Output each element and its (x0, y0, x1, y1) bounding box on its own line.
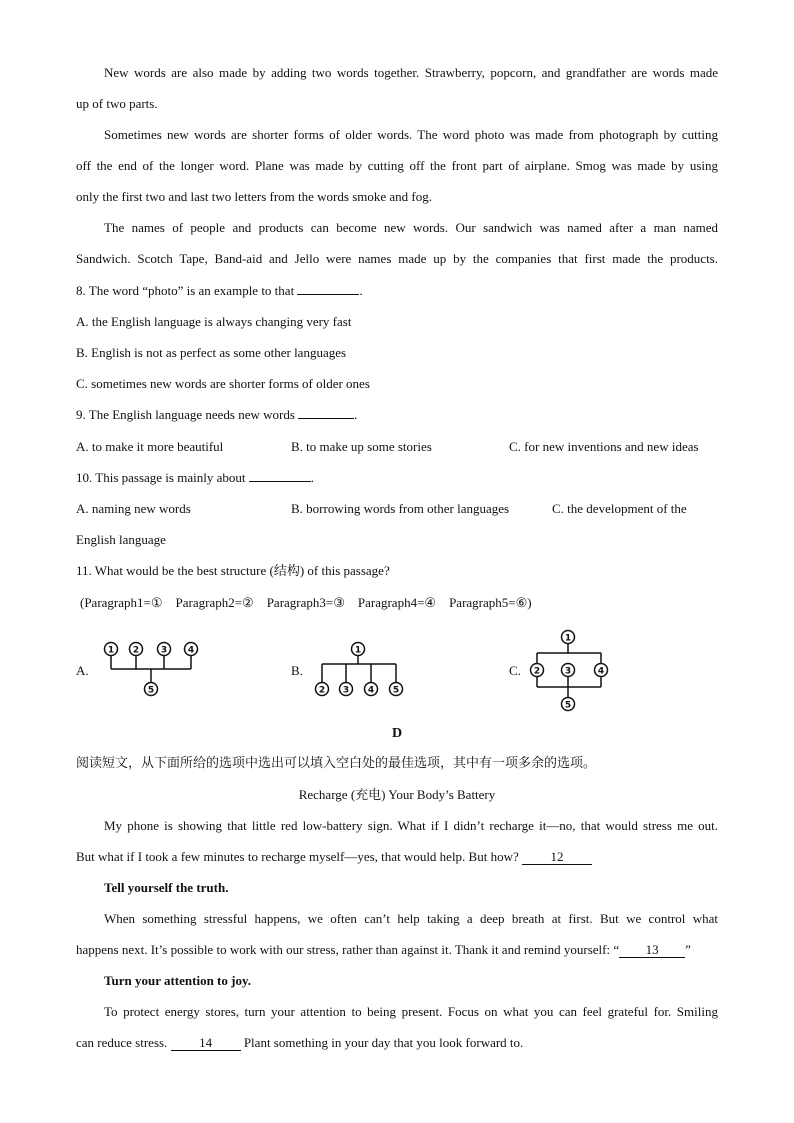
passage-d-heading-truth: Tell yourself the truth. (104, 880, 229, 895)
question-10-option-c-cont: English language (76, 532, 166, 547)
svg-text:4: 4 (597, 666, 605, 677)
svg-text:1: 1 (107, 645, 115, 656)
svg-text:2: 2 (132, 645, 140, 656)
svg-text:5: 5 (392, 685, 400, 696)
question-8-option-c: C. sometimes new words are shorter forms of older ones (76, 376, 370, 391)
svg-text:2: 2 (318, 685, 326, 696)
passage-d-p1-line1: My phone is showing that little red low-battery sign. What if I didn’t recharge it—no, that would stress me out. (104, 818, 718, 833)
question-11-stem: 11. What would be the best structure (结构) of this passage? (76, 563, 390, 578)
diagram-b-label: B. (291, 663, 303, 678)
svg-text:3: 3 (564, 666, 572, 677)
section-d-heading: D (391, 726, 403, 741)
question-8-blank[interactable] (297, 294, 359, 295)
passage-d-p2-line1: When something stressful happens, we often can’t help taking a deep breath at first. But we control what (104, 911, 718, 926)
blank-13[interactable]: 13 (619, 943, 685, 958)
svg-text:4: 4 (187, 645, 195, 656)
question-8-option-a: A. the English language is always changing very fast (76, 314, 352, 329)
passage-d-p3-line2-b: Plant something in your day that you look forward to. (243, 1035, 524, 1050)
question-9-option-a: A. to make it more beautiful (76, 439, 224, 454)
passage-d-p3-line2-a: can reduce stress. (76, 1035, 168, 1050)
question-10-option-c: C. the development of the (552, 501, 687, 516)
passage-d-p3-line2 (76, 1035, 718, 1051)
question-10-option-a: A. naming new words (76, 501, 191, 516)
svg-text:1: 1 (564, 633, 572, 644)
passage-c-p2-line3: only the first two and last two letters from the words smoke and fog. (76, 189, 432, 204)
svg-text:3: 3 (160, 645, 168, 656)
blank-14[interactable]: 14 (171, 1036, 241, 1051)
svg-text:3: 3 (342, 685, 350, 696)
blank-12[interactable]: 12 (522, 850, 592, 865)
question-9-stem: 9. The English language needs new words (76, 407, 295, 422)
diagram-a-label: A. (76, 663, 89, 678)
passage-c-p1-line1: New words are also made by adding two words together. Strawberry, popcorn, and grandfather are words made (104, 65, 718, 80)
passage-d-p3-line1: To protect energy stores, turn your attention to being present. Focus on what you can feel grateful for. Smiling (104, 1004, 718, 1019)
passage-d-p2-line2 (76, 942, 718, 958)
passage-c-p3-line1: The names of people and products can become new words. Our sandwich was named after a man named (104, 220, 718, 235)
passage-d-p1-line2 (76, 849, 718, 865)
question-9-blank[interactable] (298, 418, 354, 419)
passage-c-p3-line2: Sandwich. Scotch Tape, Band-aid and Jello were names made up by the companies that first made the products. (76, 251, 718, 266)
passage-d-p1-line2-text: But what if I took a few minutes to recharge myself—yes, that would help. But how? (76, 849, 519, 864)
passage-d-quote-close: ” (685, 942, 691, 957)
question-8-option-b: B. English is not as perfect as some other languages (76, 345, 347, 360)
question-9 (76, 407, 718, 423)
question-11-paragraph-key: (Paragraph1=① Paragraph2=② Paragraph3=③ Paragraph4=④ Paragraph5=⑥) (80, 595, 532, 610)
svg-text:4: 4 (367, 685, 375, 696)
passage-d-p2-line2-text: happens next. It’s possible to work with our stress, rather than against it. Thank it and remind yourself: “ (76, 942, 620, 957)
svg-text:2: 2 (533, 666, 541, 677)
structure-diagram-b (310, 638, 410, 700)
question-10-tail: . (310, 470, 314, 485)
passage-c-p2-line1: Sometimes new words are shorter forms of older words. The word photo was made from photograph by cutting (104, 127, 718, 142)
structure-diagram-a (96, 638, 208, 700)
svg-text:5: 5 (564, 700, 572, 711)
question-10-option-b: B. borrowing words from other languages (291, 501, 510, 516)
passage-d-title: Recharge (充电) Your Body’s Battery (298, 787, 496, 802)
diagram-c-label: C. (509, 663, 521, 678)
svg-text:5: 5 (147, 685, 155, 696)
question-8-stem: 8. The word “photo” is an example to that (76, 283, 295, 298)
question-8 (76, 283, 718, 299)
passage-c-p1-line2: up of two parts. (76, 96, 158, 111)
question-9-option-c: C. for new inventions and new ideas (509, 439, 699, 454)
passage-d-heading-joy: Turn your attention to joy. (104, 973, 251, 988)
section-d-instruction: 阅读短文，从下面所给的选项中选出可以填入空白处的最佳选项，其中有一项多余的选项。 (76, 756, 597, 771)
question-10-blank[interactable] (249, 481, 311, 482)
question-8-tail: . (359, 283, 363, 298)
structure-diagram-c (525, 627, 613, 713)
svg-text:1: 1 (354, 645, 362, 656)
question-9-option-b: B. to make up some stories (291, 439, 432, 454)
question-10 (76, 470, 718, 486)
question-9-tail: . (354, 407, 358, 422)
question-10-stem: 10. This passage is mainly about (76, 470, 246, 485)
passage-c-p2-line2: off the end of the longer word. Plane was made by cutting off the front part of airplane. Smog was made by using (76, 158, 718, 173)
